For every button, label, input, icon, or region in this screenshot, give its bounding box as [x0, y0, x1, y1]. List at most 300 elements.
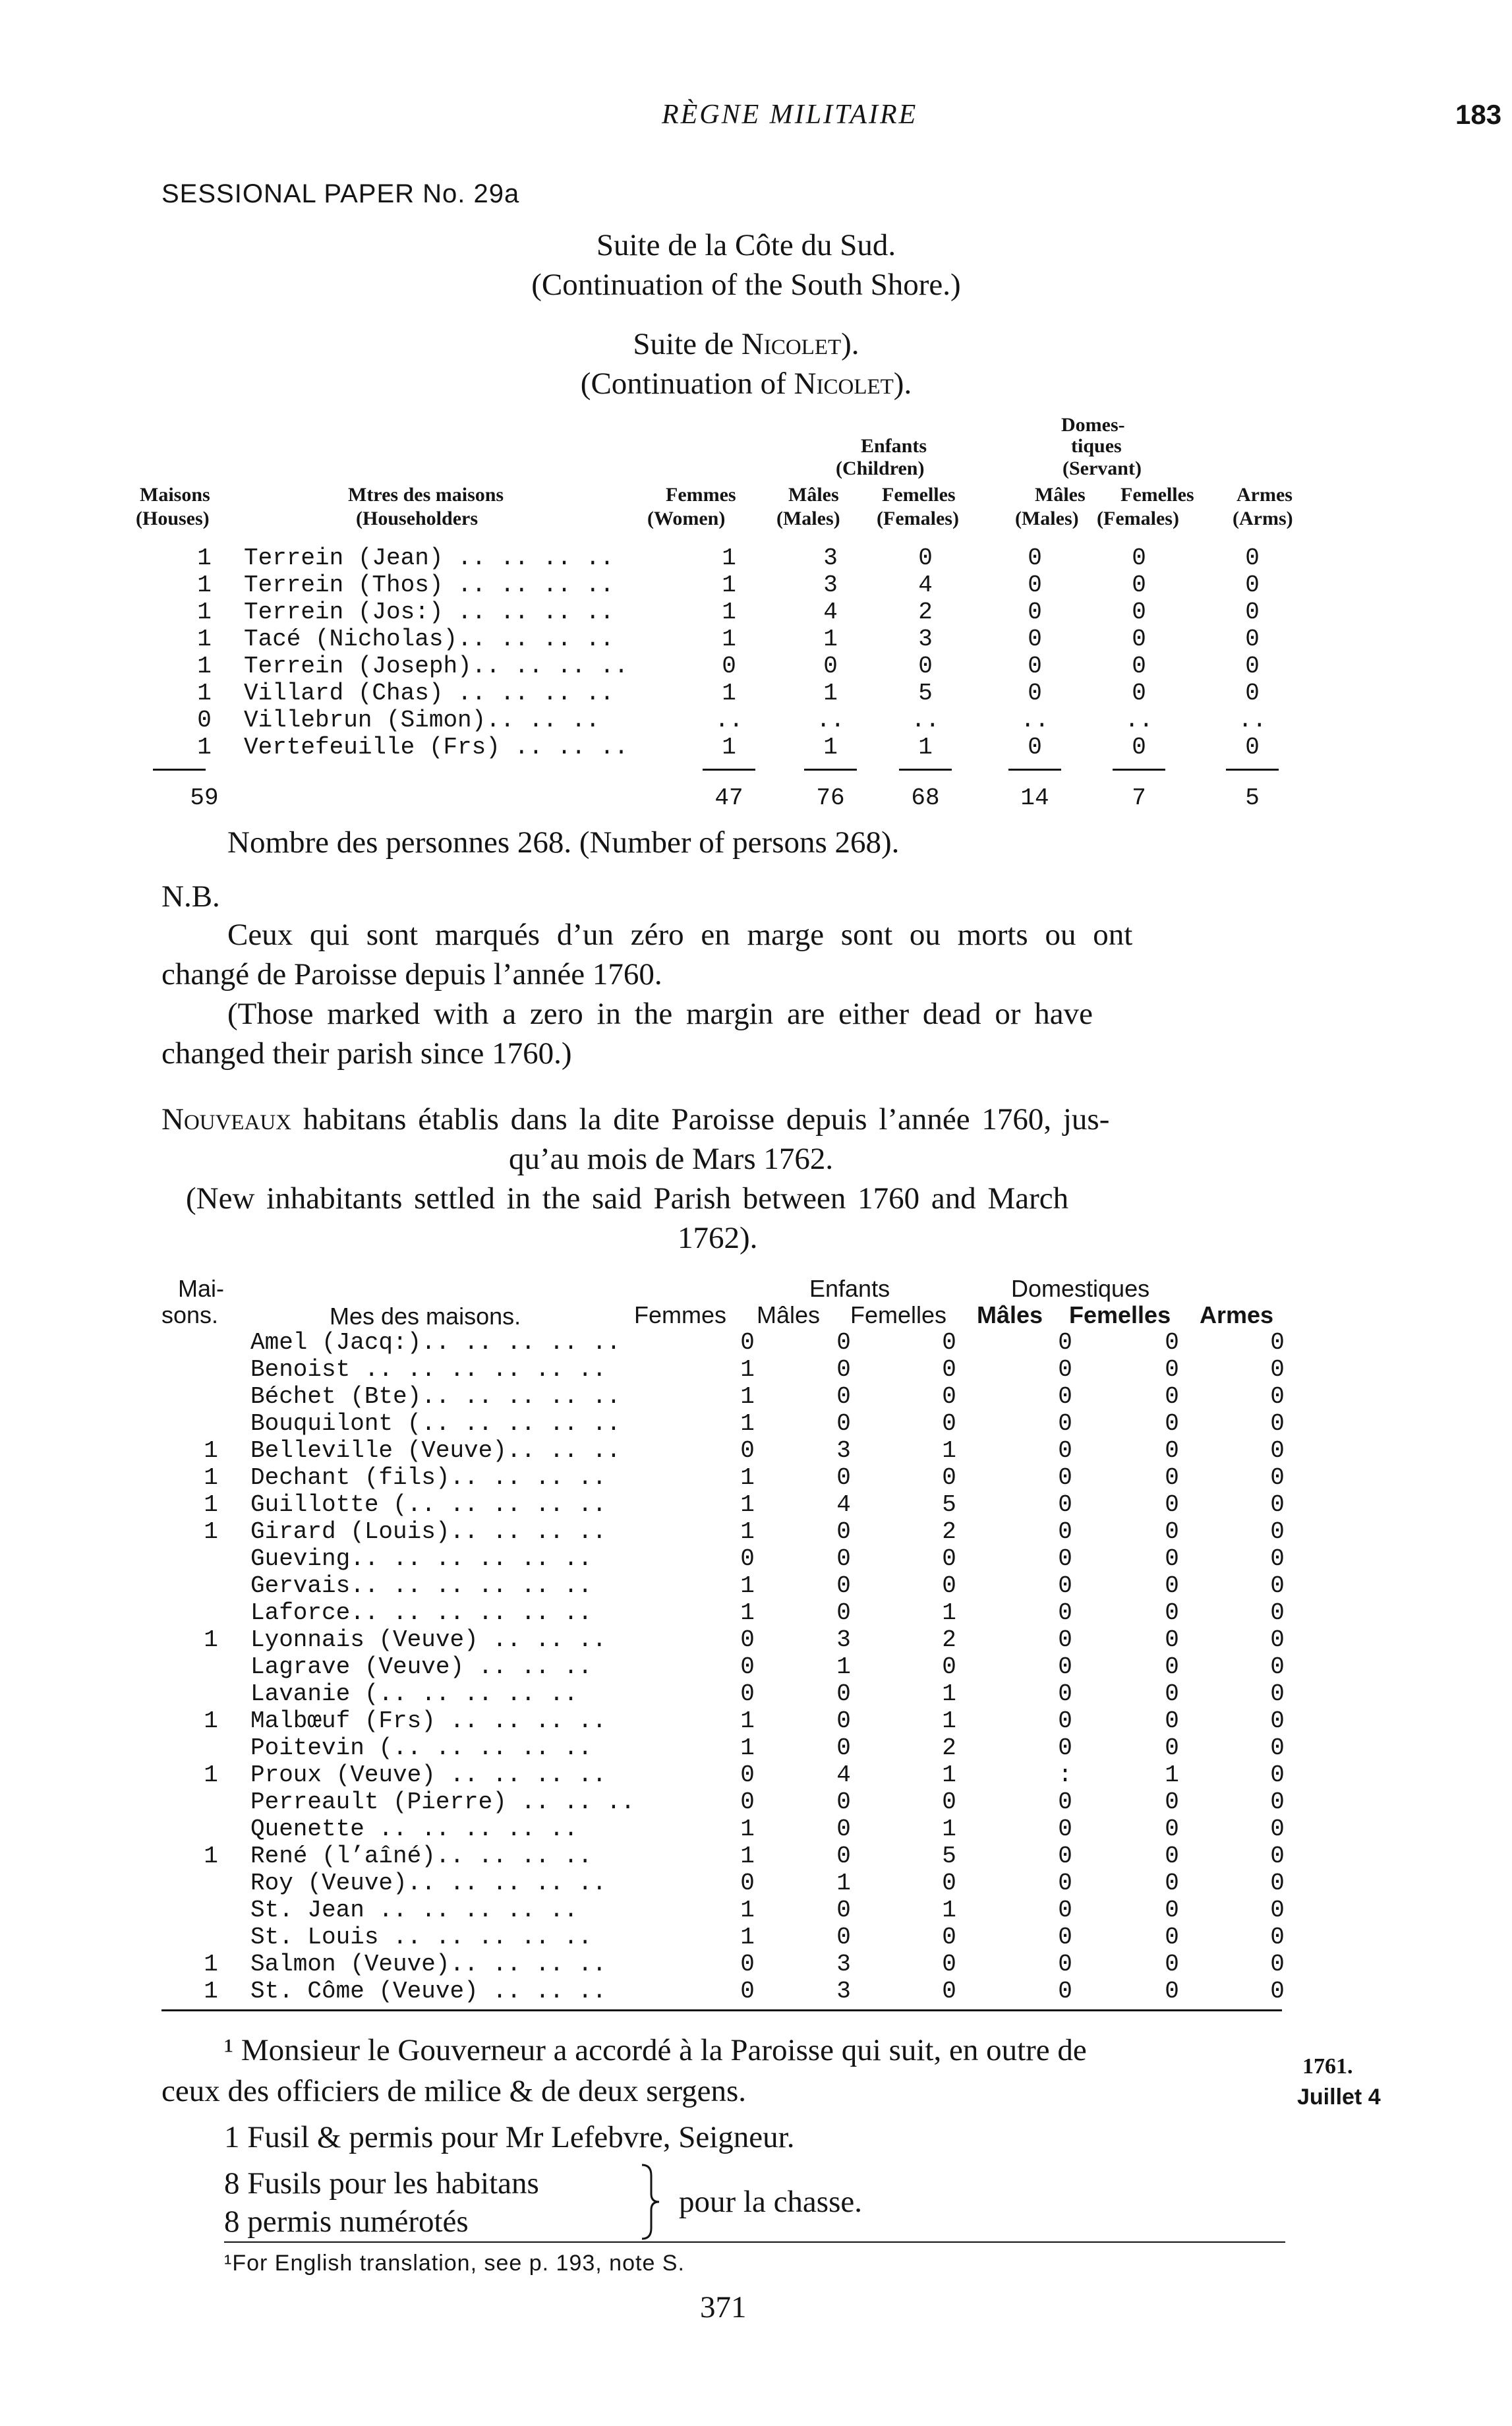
t2-cell-f: 1	[740, 1383, 755, 1410]
t2-cell-em: 3	[836, 1951, 851, 1978]
t2-cell-f: 1	[740, 1464, 755, 1491]
t2-cell-householder: Roy (Veuve).. .. .. .. ..	[250, 1870, 607, 1897]
t2-cell-householder: St. Louis .. .. .. .. ..	[250, 1924, 593, 1951]
table2-row	[178, 1329, 1325, 1356]
t1-cell-dm: 0	[1028, 545, 1042, 572]
t2-cell-em: 0	[836, 1356, 851, 1383]
t1-h-dfemelles: Femelles	[1120, 484, 1194, 506]
persons-count: Nombre des personnes 268. (Number of persons 268).	[227, 825, 900, 860]
t2-cell-a: 0	[1270, 1870, 1285, 1897]
t2-cell-ef: 1	[942, 1707, 956, 1734]
t2-cell-em: 0	[836, 1572, 851, 1599]
t1-cell-householder: Villard (Chas) .. .. .. ..	[244, 680, 614, 707]
t2-cell-f: 1	[740, 1599, 755, 1626]
t2-cell-df: 0	[1165, 1978, 1179, 2005]
t2-cell-dm: 0	[1058, 1789, 1072, 1816]
t2-cell-householder: Girard (Louis).. .. .. ..	[250, 1518, 607, 1545]
t1-rule-a	[1226, 769, 1279, 771]
t1-cell-a: 0	[1245, 734, 1260, 761]
t2-cell-a: 0	[1270, 1356, 1285, 1383]
t2-cell-a: 0	[1270, 1761, 1285, 1789]
table2-row	[178, 1518, 1325, 1545]
t1-cell-df: 0	[1132, 545, 1146, 572]
t2-h-femmes: Femmes	[634, 1301, 727, 1328]
t1-cell-ef: 4	[918, 572, 933, 599]
t2-cell-em: 0	[836, 1734, 851, 1761]
t2-cell-df: 0	[1165, 1789, 1179, 1816]
t1-rule-dm	[1008, 769, 1061, 771]
t2-cell-a: 0	[1270, 1383, 1285, 1410]
t2-cell-a: 0	[1270, 1734, 1285, 1761]
footnote-rule	[224, 2241, 1285, 2243]
t2-cell-ef: 1	[942, 1816, 956, 1843]
t2-cell-ef: 1	[942, 1680, 956, 1707]
t1-cell-df: 0	[1132, 599, 1146, 626]
t2-cell-em: 0	[836, 1789, 851, 1816]
nb-french-line2: changé de Paroisse depuis l’année 1760.	[161, 957, 662, 991]
margin-year: 1761.	[1302, 2054, 1353, 2079]
nouveaux-line2: qu’au mois de Mars 1762.	[509, 1142, 834, 1176]
heading-continuation-south-text: (Continuation of the South Shore.)	[531, 268, 961, 302]
table2-row	[178, 1761, 1325, 1789]
t2-cell-f: 0	[740, 1870, 755, 1897]
sessional-paper-label: SESSIONAL PAPER No. 29a	[161, 179, 520, 208]
t1-cell-em: 1	[823, 680, 838, 707]
t2-cell-f: 0	[740, 1951, 755, 1978]
t1-cell-em: 3	[823, 545, 838, 572]
t2-cell-em: 0	[836, 1329, 851, 1356]
t2-cell-f: 0	[740, 1680, 755, 1707]
t1-rule-maisons	[153, 769, 206, 771]
t1-cell-a: 0	[1245, 599, 1260, 626]
t2-h-armes: Armes	[1200, 1301, 1274, 1328]
folio: 371	[700, 2290, 747, 2324]
running-title: RÈGNE MILITAIRE	[662, 100, 918, 130]
t2-cell-dm: 0	[1058, 1734, 1072, 1761]
table2-row	[178, 1464, 1325, 1491]
t1-rule-em	[804, 769, 857, 771]
t2-cell-em: 0	[836, 1383, 851, 1410]
t2-cell-ef: 0	[942, 1329, 956, 1356]
t1-cell-ef: 0	[918, 545, 933, 572]
table2-row	[178, 1626, 1325, 1653]
t2-cell-maison: 1	[204, 1761, 218, 1789]
t2-cell-df: 0	[1165, 1491, 1179, 1518]
table2-row	[178, 1707, 1325, 1734]
t1-cell-a: 0	[1245, 653, 1260, 680]
t2-cell-householder: Lyonnais (Veuve) .. .. ..	[250, 1626, 607, 1653]
t2-cell-a: 0	[1270, 1491, 1285, 1518]
t2-cell-ef: 2	[942, 1734, 956, 1761]
t2-cell-householder: St. Jean .. .. .. .. ..	[250, 1897, 578, 1924]
t1-total-df: 7	[1132, 784, 1146, 812]
t2-cell-householder: Gervais.. .. .. .. .. ..	[250, 1572, 593, 1599]
t2-cell-ef: 1	[942, 1437, 956, 1464]
table2-row	[178, 1437, 1325, 1464]
heading-continuation-nicolet-suffix: ).	[893, 367, 912, 401]
t2-cell-a: 0	[1270, 1437, 1285, 1464]
t2-cell-f: 0	[740, 1329, 755, 1356]
t1-rule-ef	[899, 769, 952, 771]
t2-cell-df: 0	[1165, 1897, 1179, 1924]
t2-cell-a: 0	[1270, 1680, 1285, 1707]
t2-cell-maison: 1	[204, 1978, 218, 2005]
t1-cell-df: 0	[1132, 653, 1146, 680]
t2-cell-a: 0	[1270, 1545, 1285, 1572]
t1-cell-em: 1	[823, 626, 838, 653]
t2-cell-householder: Laforce.. .. .. .. .. ..	[250, 1599, 593, 1626]
t2-cell-em: 3	[836, 1978, 851, 2005]
t2-cell-a: 0	[1270, 1518, 1285, 1545]
t2-cell-f: 1	[740, 1410, 755, 1437]
t1-h-femmes: Femmes	[666, 484, 736, 506]
t2-cell-householder: Proux (Veuve) .. .. .. ..	[250, 1761, 607, 1789]
t1-cell-f: 1	[722, 545, 736, 572]
nb-english-line1: (Those marked with a zero in the margin are either dead or have	[227, 997, 1093, 1031]
t2-cell-df: 0	[1165, 1707, 1179, 1734]
heading-suite-cote-text: Suite de la Côte du Sud.	[596, 228, 896, 262]
t1-cell-dm: ..	[1020, 707, 1049, 734]
t2-cell-dm: 0	[1058, 1680, 1072, 1707]
t2-cell-a: 0	[1270, 1816, 1285, 1843]
t2-cell-householder: Lavanie (.. .. .. .. ..	[250, 1680, 578, 1707]
t2-cell-householder: Quenette .. .. .. .. ..	[250, 1816, 578, 1843]
t2-cell-em: 0	[836, 1410, 851, 1437]
t2-cell-ef: 0	[942, 1870, 956, 1897]
t1-h-females-en: (Females)	[877, 508, 959, 529]
t2-h-domestiques: Domestiques	[1011, 1275, 1150, 1302]
note-line1: ¹ Monsieur le Gouverneur a accordé à la Paroisse qui suit, en outre de	[224, 2033, 1087, 2067]
t2-cell-maison: 1	[204, 1626, 218, 1653]
t2-cell-dm: 0	[1058, 1897, 1072, 1924]
t1-h-males-en: (Males)	[776, 508, 840, 529]
nouveaux-word: Nouveaux	[161, 1102, 292, 1137]
t2-cell-df: 0	[1165, 1545, 1179, 1572]
t1-cell-em: 4	[823, 599, 838, 626]
brace-icon	[638, 2162, 662, 2241]
t2-cell-dm: 0	[1058, 1951, 1072, 1978]
t1-cell-a: 0	[1245, 545, 1260, 572]
t1-cell-f: 1	[722, 734, 736, 761]
t2-cell-df: 0	[1165, 1383, 1179, 1410]
note-brace-text: pour la chasse.	[679, 2185, 862, 2219]
table2-row	[178, 1843, 1325, 1870]
t2-cell-df: 0	[1165, 1734, 1179, 1761]
t2-cell-dm: 0	[1058, 1518, 1072, 1545]
t2-cell-ef: 0	[942, 1924, 956, 1951]
t1-h-enfants: Enfants	[861, 435, 927, 457]
t2-cell-df: 0	[1165, 1518, 1179, 1545]
t1-cell-f: 1	[722, 572, 736, 599]
t1-cell-householder: Vertefeuille (Frs) .. .. ..	[244, 734, 629, 761]
t1-cell-f: 0	[722, 653, 736, 680]
t2-cell-dm: 0	[1058, 1978, 1072, 2005]
note-item2: 8 Fusils pour les habitans	[224, 2166, 539, 2201]
table1-total-row	[191, 784, 1312, 812]
t2-cell-df: 0	[1165, 1924, 1179, 1951]
heading-continuation-south	[0, 265, 1512, 305]
footnote-block-rule	[161, 2009, 1282, 2011]
t2-cell-df: 0	[1165, 1843, 1179, 1870]
t1-cell-dm: 0	[1028, 653, 1042, 680]
t2-cell-ef: 0	[942, 1978, 956, 2005]
margin-date: Juillet 4	[1297, 2085, 1381, 2110]
table1-row	[191, 572, 1312, 599]
table2-row	[178, 1734, 1325, 1761]
t2-cell-dm: 0	[1058, 1410, 1072, 1437]
table2-row	[178, 1680, 1325, 1707]
t2-cell-em: 0	[836, 1680, 851, 1707]
t1-cell-ef: 0	[918, 653, 933, 680]
t2-cell-a: 0	[1270, 1599, 1285, 1626]
t1-cell-dm: 0	[1028, 680, 1042, 707]
t2-cell-dm: 0	[1058, 1464, 1072, 1491]
t2-cell-f: 0	[740, 1789, 755, 1816]
t2-cell-ef: 0	[942, 1383, 956, 1410]
t1-h-women: (Women)	[647, 508, 726, 529]
t1-cell-householder: Villebrun (Simon).. .. ..	[244, 707, 600, 734]
table2-row	[178, 1572, 1325, 1599]
t1-h-houses: (Houses)	[136, 508, 210, 529]
t1-cell-maison: 1	[197, 680, 212, 707]
table1-row	[191, 680, 1312, 707]
t2-cell-f: 1	[740, 1518, 755, 1545]
table2-row	[178, 1545, 1325, 1572]
t2-cell-em: 0	[836, 1707, 851, 1734]
t1-h-armes: Armes	[1236, 484, 1293, 506]
t1-cell-householder: Terrein (Joseph).. .. .. ..	[244, 653, 629, 680]
t1-h-dfemales-en: (Females)	[1097, 508, 1179, 529]
t1-cell-em: 1	[823, 734, 838, 761]
t2-h-mes: Mes des maisons.	[330, 1303, 521, 1330]
t1-cell-maison: 1	[197, 626, 212, 653]
t2-cell-f: 0	[740, 1978, 755, 2005]
nouveaux-line1	[161, 1100, 1109, 1139]
t1-cell-df: 0	[1132, 572, 1146, 599]
t2-cell-em: 4	[836, 1761, 851, 1789]
t2-cell-householder: Guillotte (.. .. .. .. ..	[250, 1491, 607, 1518]
t2-cell-f: 1	[740, 1816, 755, 1843]
t2-cell-em: 0	[836, 1518, 851, 1545]
heading-continuation-nicolet-name: Nicolet	[794, 367, 894, 401]
t2-cell-householder: Bouquilont (.. .. .. .. ..	[250, 1410, 621, 1437]
t2-cell-householder: Malbœuf (Frs) .. .. .. ..	[250, 1707, 607, 1734]
t1-cell-maison: 1	[197, 734, 212, 761]
t2-cell-dm: 0	[1058, 1599, 1072, 1626]
t2-cell-a: 0	[1270, 1897, 1285, 1924]
t2-cell-df: 0	[1165, 1329, 1179, 1356]
t2-cell-f: 0	[740, 1437, 755, 1464]
table2-row	[178, 1816, 1325, 1843]
t1-h-males: Mâles	[788, 484, 839, 506]
table2-row	[178, 1491, 1325, 1518]
heading-suite-cote	[0, 225, 1512, 265]
t1-h-femelles: Femelles	[882, 484, 956, 506]
heading-suite-nicolet	[0, 324, 1512, 364]
t1-h-householders: (Householders	[356, 508, 479, 529]
t2-cell-f: 0	[740, 1761, 755, 1789]
t1-cell-ef: 5	[918, 680, 933, 707]
t2-cell-householder: Amel (Jacq:).. .. .. .. ..	[250, 1329, 621, 1356]
t2-cell-ef: 5	[942, 1843, 956, 1870]
t1-cell-f: 1	[722, 626, 736, 653]
table2-row	[178, 1978, 1325, 2005]
t2-cell-f: 1	[740, 1924, 755, 1951]
t1-cell-a: 0	[1245, 680, 1260, 707]
t2-cell-householder: Belleville (Veuve).. .. ..	[250, 1437, 621, 1464]
t2-cell-em: 0	[836, 1843, 851, 1870]
t1-h-children: (Children)	[836, 458, 925, 479]
t2-cell-f: 1	[740, 1897, 755, 1924]
t1-cell-em: ..	[816, 707, 845, 734]
t1-h-domes: Domes-	[1061, 414, 1125, 436]
heading-suite-nicolet-suffix: ).	[841, 327, 859, 361]
t1-total-ef: 68	[911, 784, 940, 812]
t2-cell-f: 1	[740, 1491, 755, 1518]
t2-cell-a: 0	[1270, 1626, 1285, 1653]
t2-cell-dm: 0	[1058, 1437, 1072, 1464]
heading-suite-nicolet-prefix: Suite de	[633, 327, 741, 361]
table2-row	[178, 1870, 1325, 1897]
t2-cell-maison: 1	[204, 1464, 218, 1491]
t1-cell-df: 0	[1132, 626, 1146, 653]
t2-cell-maison: 1	[204, 1437, 218, 1464]
t2-cell-em: 0	[836, 1924, 851, 1951]
t2-cell-householder: Benoist .. .. .. .. .. ..	[250, 1356, 607, 1383]
table1-row	[191, 653, 1312, 680]
t2-h-sons: sons.	[161, 1301, 219, 1328]
t2-cell-df: 0	[1165, 1653, 1179, 1680]
t1-total-em: 76	[816, 784, 845, 812]
t2-cell-a: 0	[1270, 1789, 1285, 1816]
t2-cell-em: 1	[836, 1653, 851, 1680]
t1-h-dmales: Mâles	[1035, 484, 1086, 506]
t2-cell-maison: 1	[204, 1707, 218, 1734]
t2-cell-dm: 0	[1058, 1572, 1072, 1599]
t1-cell-f: ..	[714, 707, 743, 734]
t2-cell-householder: Dechant (fils).. .. .. ..	[250, 1464, 607, 1491]
t1-cell-dm: 0	[1028, 734, 1042, 761]
t1-h-tiques: tiques	[1071, 435, 1122, 457]
t1-cell-df: 0	[1132, 680, 1146, 707]
t1-h-servant: (Servant)	[1062, 458, 1142, 479]
t1-cell-df: 0	[1132, 734, 1146, 761]
t2-cell-ef: 0	[942, 1410, 956, 1437]
t2-cell-a: 0	[1270, 1707, 1285, 1734]
t2-cell-ef: 0	[942, 1789, 956, 1816]
t2-cell-a: 0	[1270, 1410, 1285, 1437]
t2-cell-ef: 0	[942, 1653, 956, 1680]
t1-total-f: 47	[714, 784, 743, 812]
t2-cell-f: 0	[740, 1545, 755, 1572]
t1-cell-householder: Terrein (Thos) .. .. .. ..	[244, 572, 614, 599]
page-number: 183	[1455, 99, 1502, 130]
t2-cell-df: 0	[1165, 1464, 1179, 1491]
t2-cell-em: 0	[836, 1599, 851, 1626]
t2-cell-a: 0	[1270, 1329, 1285, 1356]
t2-cell-df: 0	[1165, 1356, 1179, 1383]
t1-cell-a: 0	[1245, 626, 1260, 653]
table2-row	[178, 1599, 1325, 1626]
t2-cell-df: 0	[1165, 1951, 1179, 1978]
nb-label: N.B.	[161, 879, 220, 914]
t2-cell-em: 1	[836, 1870, 851, 1897]
t1-h-dmales-en: (Males)	[1015, 508, 1079, 529]
t1-rule-femmes	[703, 769, 755, 771]
t1-cell-a: ..	[1238, 707, 1267, 734]
t2-cell-dm: 0	[1058, 1843, 1072, 1870]
t2-cell-ef: 1	[942, 1897, 956, 1924]
brace	[638, 2162, 662, 2245]
t1-cell-dm: 0	[1028, 599, 1042, 626]
note-line2: ceux des officiers de milice & de deux sergens.	[161, 2074, 747, 2108]
t2-cell-em: 3	[836, 1437, 851, 1464]
heading-continuation-nicolet-prefix: (Continuation of	[580, 367, 794, 401]
t2-cell-dm: 0	[1058, 1816, 1072, 1843]
t2-cell-f: 1	[740, 1572, 755, 1599]
table2-row	[178, 1897, 1325, 1924]
t2-cell-df: 0	[1165, 1437, 1179, 1464]
t1-rule-df	[1113, 769, 1165, 771]
t2-cell-ef: 1	[942, 1761, 956, 1789]
t1-cell-ef: 3	[918, 626, 933, 653]
t2-cell-dm: 0	[1058, 1356, 1072, 1383]
t1-h-maisons: Maisons	[140, 484, 210, 506]
t1-cell-df: ..	[1124, 707, 1153, 734]
heading-suite-nicolet-name: Nicolet	[741, 327, 842, 361]
t2-cell-f: 1	[740, 1734, 755, 1761]
t2-cell-maison: 1	[204, 1518, 218, 1545]
t1-cell-maison: 1	[197, 653, 212, 680]
table1-row	[191, 545, 1312, 572]
t2-h-mai: Mai-	[178, 1275, 224, 1302]
t1-cell-em: 3	[823, 572, 838, 599]
t2-cell-df: 0	[1165, 1680, 1179, 1707]
t2-cell-em: 0	[836, 1816, 851, 1843]
t1-cell-householder: Tacé (Nicholas).. .. .. ..	[244, 626, 614, 653]
t2-cell-dm: 0	[1058, 1383, 1072, 1410]
t2-cell-a: 0	[1270, 1572, 1285, 1599]
t2-cell-ef: 2	[942, 1626, 956, 1653]
t2-cell-f: 1	[740, 1707, 755, 1734]
nb-french-line1: Ceux qui sont marqués d’un zéro en marge sont ou morts ou ont	[227, 918, 1133, 952]
t2-cell-ef: 1	[942, 1599, 956, 1626]
t2-cell-dm: 0	[1058, 1707, 1072, 1734]
t2-cell-f: 0	[740, 1626, 755, 1653]
t2-h-femelles: Femelles	[850, 1301, 947, 1328]
t2-cell-df: 0	[1165, 1572, 1179, 1599]
t2-cell-ef: 0	[942, 1951, 956, 1978]
t2-cell-householder: Gueving.. .. .. .. .. ..	[250, 1545, 593, 1572]
t2-h-males: Mâles	[757, 1301, 821, 1328]
nouveaux-line4: 1762).	[678, 1221, 758, 1255]
t1-cell-dm: 0	[1028, 572, 1042, 599]
t2-cell-em: 0	[836, 1545, 851, 1572]
table2-row	[178, 1410, 1325, 1437]
nb-english-line2: changed their parish since 1760.)	[161, 1036, 572, 1071]
t2-cell-householder: Lagrave (Veuve) .. .. ..	[250, 1653, 593, 1680]
t1-cell-maison: 1	[197, 572, 212, 599]
t1-total-a: 5	[1245, 784, 1260, 812]
t1-cell-maison: 0	[197, 707, 212, 734]
t2-cell-em: 3	[836, 1626, 851, 1653]
table2-row	[178, 1789, 1325, 1816]
t2-cell-ef: 0	[942, 1464, 956, 1491]
t1-cell-ef: 2	[918, 599, 933, 626]
t2-cell-ef: 0	[942, 1545, 956, 1572]
t2-cell-dm: 0	[1058, 1924, 1072, 1951]
t2-cell-ef: 0	[942, 1356, 956, 1383]
